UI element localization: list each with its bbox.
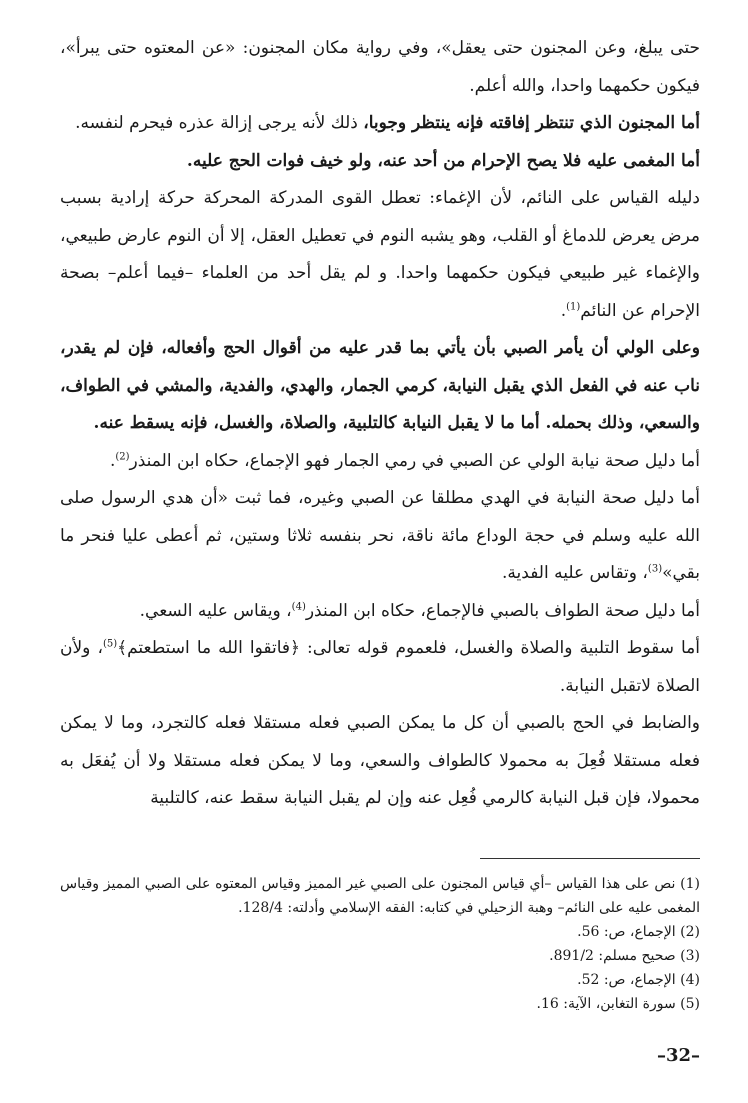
paragraph-4 — [60, 180, 700, 330]
footnote-4: (4) الإجماع، ص: 52. — [577, 972, 700, 988]
paragraph-2 — [60, 105, 700, 143]
paragraph-6-text: أما دليل صحة نيابة الولي عن الصبي في رمي الجمار فهو الإجماع، حكاه ابن المنذر — [129, 450, 700, 471]
paragraph-9-text: أما سقوط التلبية والصلاة والغسل، فلعموم قوله تعالى: ﴿فاتقوا الله ما استطعتم﴾ — [117, 638, 701, 658]
paragraph-5 — [60, 330, 700, 443]
footnote-divider — [480, 858, 700, 859]
paragraph-5-text: وعلى الولي أن يأمر الصبي بأن يأتي بما قدر عليه من أقوال الحج وأفعاله، فإن لم يقدر، ناب عنه في الفعل الذي يقبل النيابة، كرمي الجمار، والهدي، والفدية، والمشي في الطواف، والسعي، وذلك بحمله. أما ما لا يقبل النيابة كالتلبية، والصلاة، والغسل، فإنه يسقط عنه. — [60, 338, 700, 433]
paragraph-6 — [60, 443, 700, 481]
footnote-3: (3) صحيح مسلم: 891/2. — [549, 948, 700, 964]
paragraph-4-tail: . — [560, 300, 567, 321]
footnote-ref-2: (2) — [115, 450, 130, 462]
document-page — [60, 30, 700, 1080]
paragraph-10 — [60, 705, 700, 818]
paragraph-8-text: أما دليل صحة الطواف بالصبي فالإجماع، حكاه ابن المنذر — [305, 600, 700, 621]
paragraph-8 — [60, 593, 700, 631]
footnote-ref-4: (4) — [291, 600, 306, 612]
footnote-1: (1) نص على هذا القياس –أي قياس المجنون على الصبي غير المميز وقياس المعتوه على الصبي المميز وقياس المغمى عليه على النائم– وهبة الزحيلي في كتابه: الفقه الإسلامي وأدلته: 128/4. — [60, 876, 700, 916]
footnotes — [60, 872, 700, 1016]
paragraph-1-text: حتى يبلغ، وعن المجنون حتى يعقل»، وفي رواية مكان المجنون: «عن المعتوه حتى يبرأ»، فيكون حكمهما واحدا، والله أعلم. — [60, 38, 700, 96]
main-text — [60, 30, 700, 818]
paragraph-7 — [60, 480, 700, 593]
footnote-2: (2) الإجماع، ص: 56. — [577, 924, 700, 940]
paragraph-3 — [60, 143, 700, 181]
paragraph-3-text: أما المغمى عليه فلا يصح الإحرام من أحد عنه، ولو خيف فوات الحج عليه. — [186, 150, 700, 171]
footnote-ref-5: (5) — [102, 638, 118, 650]
footnote-5: (5) سورة التغابن، الآية: 16. — [536, 996, 700, 1012]
paragraph-1 — [60, 30, 700, 105]
page-number: –32– — [656, 1045, 700, 1066]
paragraph-6-tail: . — [109, 450, 116, 471]
paragraph-9 — [60, 630, 700, 705]
paragraph-7-text: أما دليل صحة النيابة في الهدي مطلقا عن الصبي وغيره، فما ثبت «أن هدي الرسول صلى الله عليه وسلم في حجة الوداع مائة ناقة، نحر بنفسه ثلاثا وستين، ثم أعطى عليا فنحر ما بقي» — [60, 488, 700, 583]
paragraph-2-plain: ذلك لأنه يرجى إزالة عذره فيحرم لنفسه. — [75, 113, 364, 133]
paragraph-4-text: دليله القياس على النائم، لأن الإغماء: تعطل القوى المدركة المحركة حركة إرادية بسبب مرض يعرض للدماغ أو القلب، وهو يشبه النوم في تعطيل العقل، إلا أن النوم عارض طبيعي، والإغماء غير طبيعي فيكون حكمهما واحدا. و لم يقل أحد من العلماء –فيما أعلم– بصحة الإحرام عن النائم — [60, 188, 700, 321]
paragraph-10-text: والضابط في الحج بالصبي أن كل ما يمكن الصبي فعله مستقلا فعله كالتجرد، وما لا يمكن فعله مستقلا فُعِلَ به محمولا كالطواف والسعي، وما لا يمكن فعله مستقلا ولا أن يُفعَل به محمولا، فإن قبل النيابة كالرمي فُعِل عنه وإن لم يقبل النيابة سقط عنه، كالتلبية — [60, 713, 700, 808]
footnote-ref-3: (3) — [647, 563, 663, 575]
paragraph-8-tail: ، ويقاس عليه السعي. — [139, 600, 292, 621]
paragraph-2-bold: أما المجنون الذي تنتظر إفاقته فإنه ينتظر وجوبا، — [363, 113, 700, 133]
footnote-ref-1: (1) — [566, 300, 581, 312]
paragraph-7-tail: ، وتقاس عليه الفدية. — [502, 563, 648, 583]
paragraph-9-tail: ، ولأن الصلاة لاتقبل النيابة. — [60, 638, 700, 696]
